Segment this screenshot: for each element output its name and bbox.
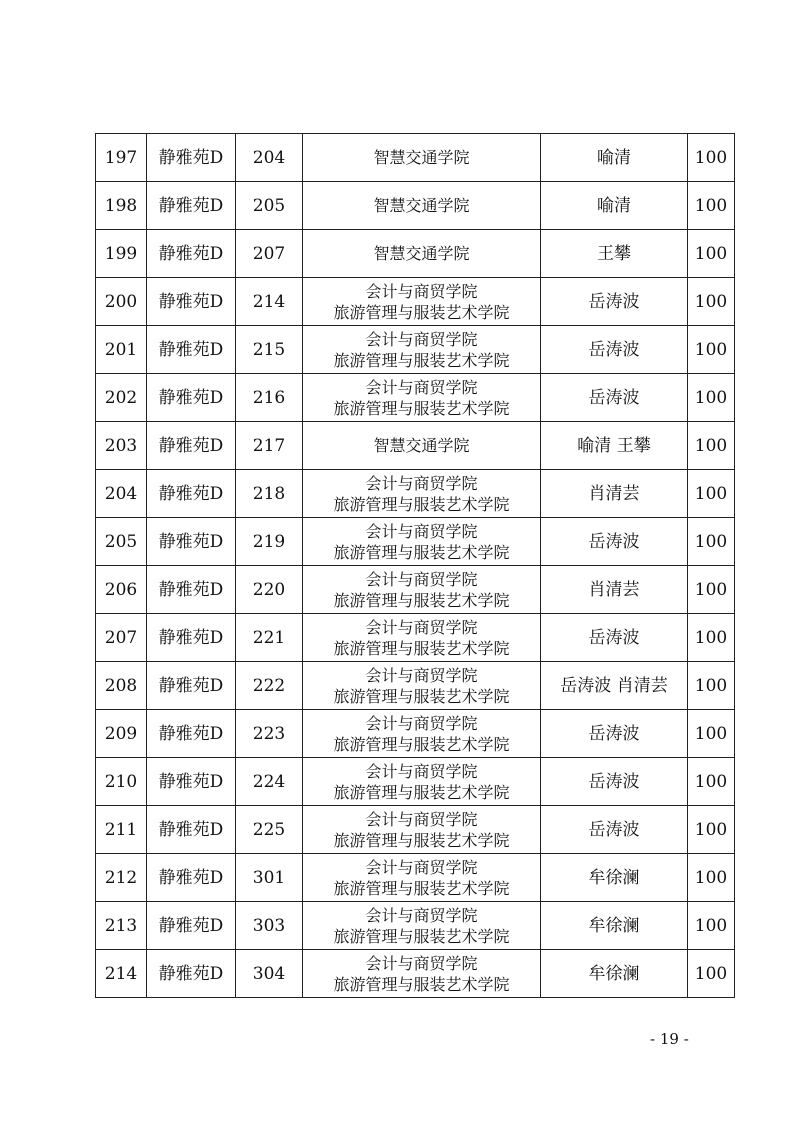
manager-cell: 岳涛波 bbox=[541, 326, 688, 374]
college-name: 旅游管理与服装艺术学院 bbox=[333, 878, 510, 898]
college-name: 会计与商贸学院 bbox=[365, 713, 478, 733]
building-cell: 静雅苑D bbox=[147, 278, 236, 326]
college-name: 旅游管理与服装艺术学院 bbox=[333, 782, 510, 802]
row-number-cell: 214 bbox=[96, 950, 147, 998]
manager-cell: 喻清 bbox=[541, 134, 688, 182]
score-cell: 100 bbox=[688, 614, 735, 662]
room-cell: 303 bbox=[236, 902, 303, 950]
college-name: 会计与商贸学院 bbox=[365, 329, 478, 349]
dormitory-score-table bbox=[95, 133, 735, 998]
building-cell: 静雅苑D bbox=[147, 806, 236, 854]
room-cell: 223 bbox=[236, 710, 303, 758]
score-cell: 100 bbox=[688, 566, 735, 614]
college-name: 旅游管理与服装艺术学院 bbox=[333, 590, 510, 610]
room-cell: 207 bbox=[236, 230, 303, 278]
table-row bbox=[96, 374, 735, 422]
room-cell: 218 bbox=[236, 470, 303, 518]
table-row bbox=[96, 278, 735, 326]
college-name: 智慧交通学院 bbox=[373, 148, 470, 167]
college-name: 旅游管理与服装艺术学院 bbox=[333, 926, 510, 946]
row-number-cell: 197 bbox=[96, 134, 147, 182]
manager-cell: 岳涛波 bbox=[541, 518, 688, 566]
college-name: 会计与商贸学院 bbox=[365, 521, 478, 541]
manager-cell: 岳涛波 bbox=[541, 758, 688, 806]
building-cell: 静雅苑D bbox=[147, 422, 236, 470]
row-number-cell: 213 bbox=[96, 902, 147, 950]
college-name: 旅游管理与服装艺术学院 bbox=[333, 686, 510, 706]
score-cell: 100 bbox=[688, 422, 735, 470]
manager-cell: 肖清芸 bbox=[541, 566, 688, 614]
manager-cell: 岳涛波 bbox=[541, 374, 688, 422]
building-cell: 静雅苑D bbox=[147, 518, 236, 566]
score-cell: 100 bbox=[688, 374, 735, 422]
college-name: 会计与商贸学院 bbox=[365, 377, 478, 397]
college-name: 旅游管理与服装艺术学院 bbox=[333, 302, 510, 322]
row-number-cell: 201 bbox=[96, 326, 147, 374]
table-row bbox=[96, 662, 735, 710]
table-row bbox=[96, 950, 735, 998]
row-number-cell: 205 bbox=[96, 518, 147, 566]
row-number-cell: 207 bbox=[96, 614, 147, 662]
table-row bbox=[96, 566, 735, 614]
score-cell: 100 bbox=[688, 134, 735, 182]
table-row bbox=[96, 326, 735, 374]
college-name: 智慧交通学院 bbox=[373, 436, 470, 455]
college-name: 会计与商贸学院 bbox=[365, 281, 478, 301]
manager-cell: 岳涛波 肖清芸 bbox=[541, 662, 688, 710]
college-name: 会计与商贸学院 bbox=[365, 857, 478, 877]
table-row bbox=[96, 806, 735, 854]
college-cell bbox=[303, 854, 541, 902]
room-cell: 220 bbox=[236, 566, 303, 614]
score-cell: 100 bbox=[688, 230, 735, 278]
college-cell bbox=[303, 230, 541, 278]
row-number-cell: 203 bbox=[96, 422, 147, 470]
room-cell: 204 bbox=[236, 134, 303, 182]
manager-cell: 喻清 bbox=[541, 182, 688, 230]
college-name: 会计与商贸学院 bbox=[365, 809, 478, 829]
manager-cell: 岳涛波 bbox=[541, 806, 688, 854]
building-cell: 静雅苑D bbox=[147, 230, 236, 278]
college-cell bbox=[303, 182, 541, 230]
college-name: 会计与商贸学院 bbox=[365, 617, 478, 637]
room-cell: 304 bbox=[236, 950, 303, 998]
row-number-cell: 198 bbox=[96, 182, 147, 230]
college-cell bbox=[303, 662, 541, 710]
college-cell bbox=[303, 710, 541, 758]
manager-cell: 岳涛波 bbox=[541, 278, 688, 326]
room-cell: 225 bbox=[236, 806, 303, 854]
row-number-cell: 212 bbox=[96, 854, 147, 902]
college-name: 会计与商贸学院 bbox=[365, 665, 478, 685]
row-number-cell: 202 bbox=[96, 374, 147, 422]
college-name: 旅游管理与服装艺术学院 bbox=[333, 494, 510, 514]
college-cell bbox=[303, 374, 541, 422]
manager-cell: 喻清 王攀 bbox=[541, 422, 688, 470]
college-name: 会计与商贸学院 bbox=[365, 953, 478, 973]
score-cell: 100 bbox=[688, 326, 735, 374]
manager-cell: 岳涛波 bbox=[541, 710, 688, 758]
college-name: 旅游管理与服装艺术学院 bbox=[333, 350, 510, 370]
table-row bbox=[96, 182, 735, 230]
building-cell: 静雅苑D bbox=[147, 182, 236, 230]
row-number-cell: 200 bbox=[96, 278, 147, 326]
row-number-cell: 208 bbox=[96, 662, 147, 710]
college-cell bbox=[303, 518, 541, 566]
building-cell: 静雅苑D bbox=[147, 470, 236, 518]
score-cell: 100 bbox=[688, 758, 735, 806]
building-cell: 静雅苑D bbox=[147, 566, 236, 614]
table-row bbox=[96, 710, 735, 758]
building-cell: 静雅苑D bbox=[147, 854, 236, 902]
room-cell: 205 bbox=[236, 182, 303, 230]
room-cell: 301 bbox=[236, 854, 303, 902]
score-cell: 100 bbox=[688, 950, 735, 998]
score-cell: 100 bbox=[688, 182, 735, 230]
manager-cell: 岳涛波 bbox=[541, 614, 688, 662]
row-number-cell: 211 bbox=[96, 806, 147, 854]
building-cell: 静雅苑D bbox=[147, 374, 236, 422]
score-cell: 100 bbox=[688, 854, 735, 902]
room-cell: 214 bbox=[236, 278, 303, 326]
college-name: 旅游管理与服装艺术学院 bbox=[333, 398, 510, 418]
row-number-cell: 210 bbox=[96, 758, 147, 806]
building-cell: 静雅苑D bbox=[147, 662, 236, 710]
college-name: 会计与商贸学院 bbox=[365, 905, 478, 925]
college-cell bbox=[303, 806, 541, 854]
college-name: 会计与商贸学院 bbox=[365, 761, 478, 781]
room-cell: 224 bbox=[236, 758, 303, 806]
table-row bbox=[96, 854, 735, 902]
college-cell bbox=[303, 614, 541, 662]
college-name: 旅游管理与服装艺术学院 bbox=[333, 542, 510, 562]
manager-cell: 肖清芸 bbox=[541, 470, 688, 518]
college-name: 旅游管理与服装艺术学院 bbox=[333, 974, 510, 994]
college-name: 智慧交通学院 bbox=[373, 244, 470, 263]
college-name: 智慧交通学院 bbox=[373, 196, 470, 215]
room-cell: 222 bbox=[236, 662, 303, 710]
college-name: 会计与商贸学院 bbox=[365, 569, 478, 589]
page-number: - 19 - bbox=[650, 1030, 689, 1048]
room-cell: 215 bbox=[236, 326, 303, 374]
table-row bbox=[96, 134, 735, 182]
college-name: 旅游管理与服装艺术学院 bbox=[333, 734, 510, 754]
room-cell: 221 bbox=[236, 614, 303, 662]
college-cell bbox=[303, 902, 541, 950]
table-row bbox=[96, 470, 735, 518]
college-name: 会计与商贸学院 bbox=[365, 473, 478, 493]
row-number-cell: 199 bbox=[96, 230, 147, 278]
score-cell: 100 bbox=[688, 662, 735, 710]
table-row bbox=[96, 614, 735, 662]
row-number-cell: 204 bbox=[96, 470, 147, 518]
building-cell: 静雅苑D bbox=[147, 902, 236, 950]
score-cell: 100 bbox=[688, 518, 735, 566]
building-cell: 静雅苑D bbox=[147, 710, 236, 758]
score-cell: 100 bbox=[688, 902, 735, 950]
building-cell: 静雅苑D bbox=[147, 950, 236, 998]
college-cell bbox=[303, 566, 541, 614]
table-row bbox=[96, 902, 735, 950]
table-row bbox=[96, 758, 735, 806]
table-row bbox=[96, 422, 735, 470]
row-number-cell: 209 bbox=[96, 710, 147, 758]
manager-cell: 牟徐澜 bbox=[541, 854, 688, 902]
manager-cell: 王攀 bbox=[541, 230, 688, 278]
room-cell: 216 bbox=[236, 374, 303, 422]
college-cell bbox=[303, 278, 541, 326]
college-cell bbox=[303, 134, 541, 182]
score-cell: 100 bbox=[688, 806, 735, 854]
college-cell bbox=[303, 326, 541, 374]
score-cell: 100 bbox=[688, 278, 735, 326]
building-cell: 静雅苑D bbox=[147, 758, 236, 806]
table-body bbox=[96, 134, 735, 998]
room-cell: 219 bbox=[236, 518, 303, 566]
college-name: 旅游管理与服装艺术学院 bbox=[333, 638, 510, 658]
college-cell bbox=[303, 422, 541, 470]
college-cell bbox=[303, 758, 541, 806]
room-cell: 217 bbox=[236, 422, 303, 470]
score-cell: 100 bbox=[688, 470, 735, 518]
building-cell: 静雅苑D bbox=[147, 614, 236, 662]
row-number-cell: 206 bbox=[96, 566, 147, 614]
college-name: 旅游管理与服装艺术学院 bbox=[333, 830, 510, 850]
manager-cell: 牟徐澜 bbox=[541, 902, 688, 950]
college-cell bbox=[303, 950, 541, 998]
college-cell bbox=[303, 470, 541, 518]
building-cell: 静雅苑D bbox=[147, 326, 236, 374]
table-row bbox=[96, 230, 735, 278]
manager-cell: 牟徐澜 bbox=[541, 950, 688, 998]
score-cell: 100 bbox=[688, 710, 735, 758]
table-row bbox=[96, 518, 735, 566]
building-cell: 静雅苑D bbox=[147, 134, 236, 182]
